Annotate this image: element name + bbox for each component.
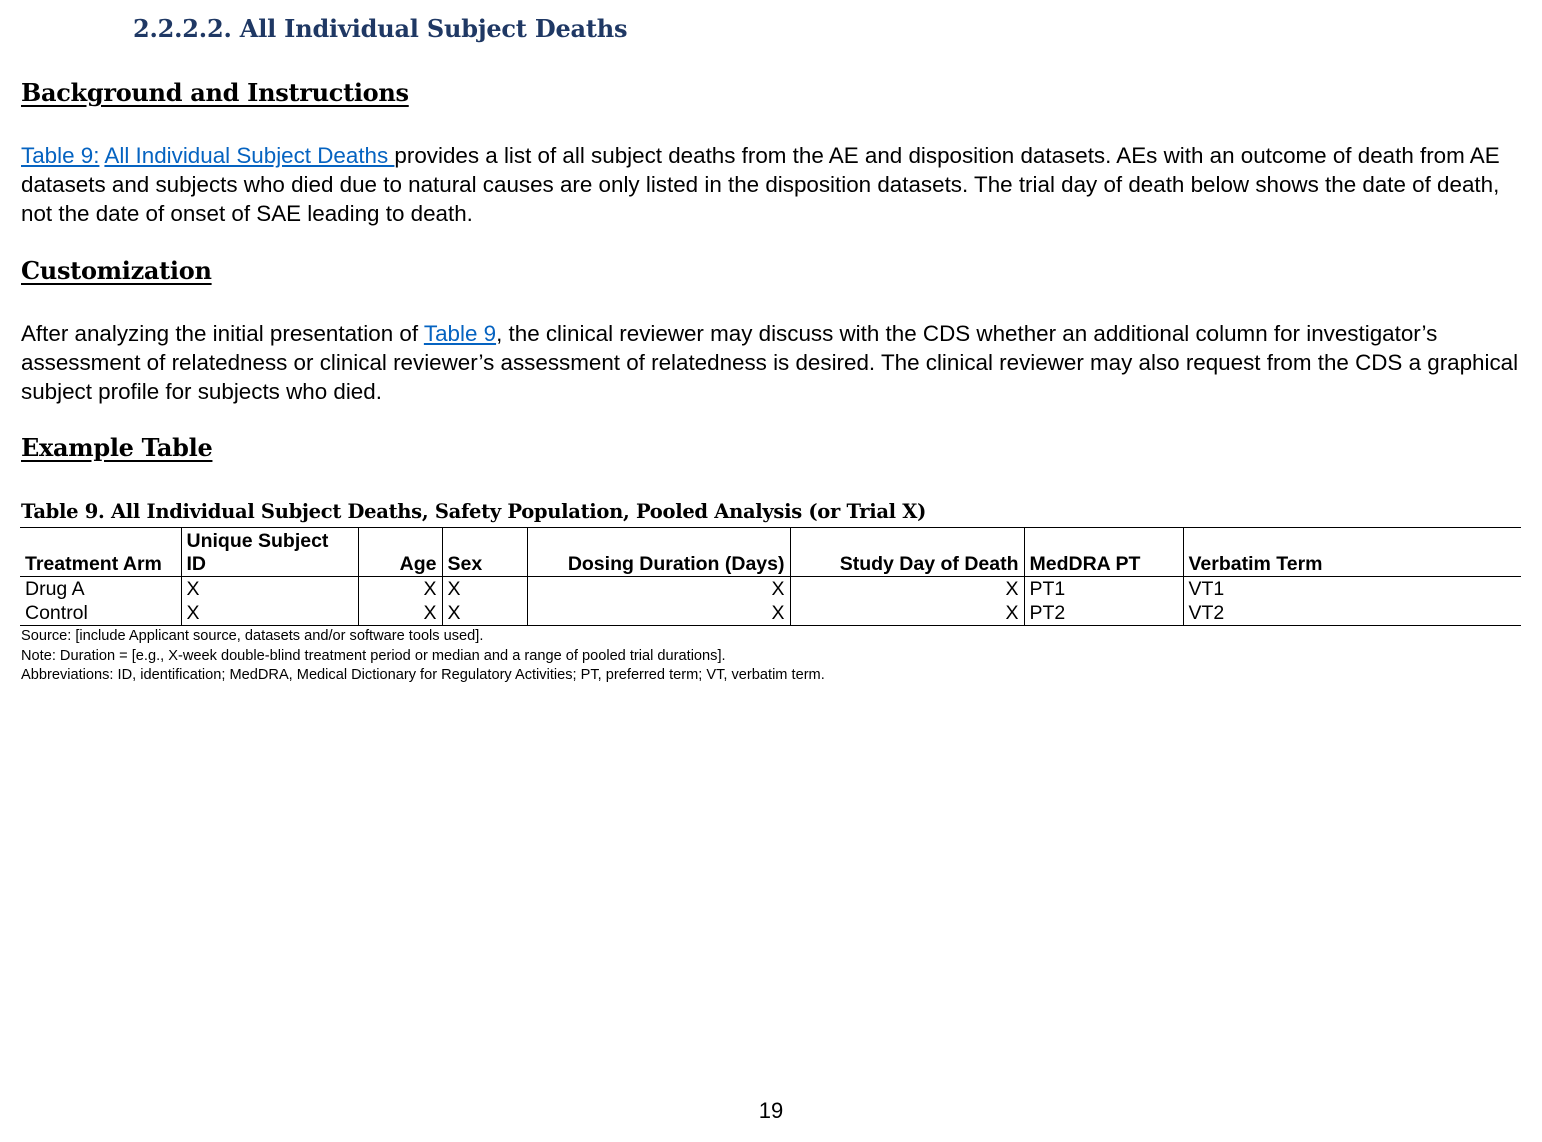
header-age: Age [358, 528, 442, 577]
cell-unique-subject-id: X [181, 601, 358, 626]
cell-sex: X [442, 577, 527, 602]
cell-meddra-pt: PT2 [1024, 601, 1183, 626]
table-row [20, 577, 1521, 602]
table-9-title-link[interactable]: All Individual Subject Deaths [104, 143, 395, 168]
cell-verbatim-term: VT2 [1183, 601, 1521, 626]
example-table-heading: Example Table [21, 433, 213, 462]
table-caption: Table 9. All Individual Subject Deaths, Safety Population, Pooled Analysis (or Trial X) [21, 500, 927, 523]
cell-sex: X [442, 601, 527, 626]
cell-dosing-duration: X [527, 577, 790, 602]
customization-text-before: After analyzing the initial presentation of [21, 321, 424, 346]
cell-dosing-duration: X [527, 601, 790, 626]
cell-verbatim-term: VT1 [1183, 577, 1521, 602]
header-study-day-of-death: Study Day of Death [790, 528, 1024, 577]
cell-study-day-of-death: X [790, 601, 1024, 626]
background-heading: Background and Instructions [21, 78, 409, 107]
customization-heading: Customization [21, 256, 212, 285]
background-text: provides a list of all subject deaths from the AE and disposition datasets. AEs with an outcome of death from AE datasets and subjects who died due to natural causes are only listed in the disposition datasets. The trial day of death below shows the date of death, not the date of onset of SAE leading to death. [21, 143, 1500, 226]
table-header-row [20, 528, 1521, 577]
customization-text-after: , the clinical reviewer may discuss with the CDS whether an additional column for investigator’s assessment of relatedness or clinical reviewer’s assessment of relatedness is desired. The clinical reviewer may also request from the CDS a graphical subject profile for subjects who died. [21, 321, 1519, 404]
cell-age: X [358, 601, 442, 626]
background-paragraph [21, 141, 1526, 228]
cell-unique-subject-id: X [181, 577, 358, 602]
table-row [20, 601, 1521, 626]
table-9-link[interactable]: Table 9 [423, 321, 497, 346]
header-dosing-duration: Dosing Duration (Days) [527, 528, 790, 577]
table-abbreviations-note: Abbreviations: ID, identification; MedDRA, Medical Dictionary for Regulatory Activities; PT, preferred term; VT, verbatim term. [21, 667, 825, 683]
header-unique-subject-id-line1: Unique Subject [186, 530, 329, 552]
cell-treatment-arm: Drug A [25, 578, 85, 600]
cell-meddra-pt: PT1 [1024, 577, 1183, 602]
header-sex: Sex [442, 528, 527, 577]
table-source-note: Source: [include Applicant source, datasets and/or software tools used]. [21, 628, 484, 644]
section-heading: 2.2.2.2. All Individual Subject Deaths [133, 14, 628, 43]
header-verbatim-term: Verbatim Term [1183, 528, 1521, 577]
header-unique-subject-id [181, 528, 358, 577]
header-meddra-pt: MedDRA PT [1024, 528, 1183, 577]
cell-treatment-arm: Control [20, 601, 181, 626]
table-footnotes [21, 627, 825, 686]
customization-paragraph [21, 319, 1526, 406]
cell-age: X [358, 577, 442, 602]
subject-deaths-table [20, 527, 1521, 626]
header-treatment-arm: Treatment Arm [20, 528, 181, 577]
cell-study-day-of-death: X [790, 577, 1024, 602]
table-9-ref-link[interactable]: Table 9: [21, 143, 100, 168]
table-duration-note: Note: Duration = [e.g., X-week double-blind treatment period or median and a range of pooled trial durations]. [21, 647, 726, 664]
header-unique-subject-id-line2: ID [186, 553, 206, 575]
page-number: 19 [758, 1098, 784, 1123]
